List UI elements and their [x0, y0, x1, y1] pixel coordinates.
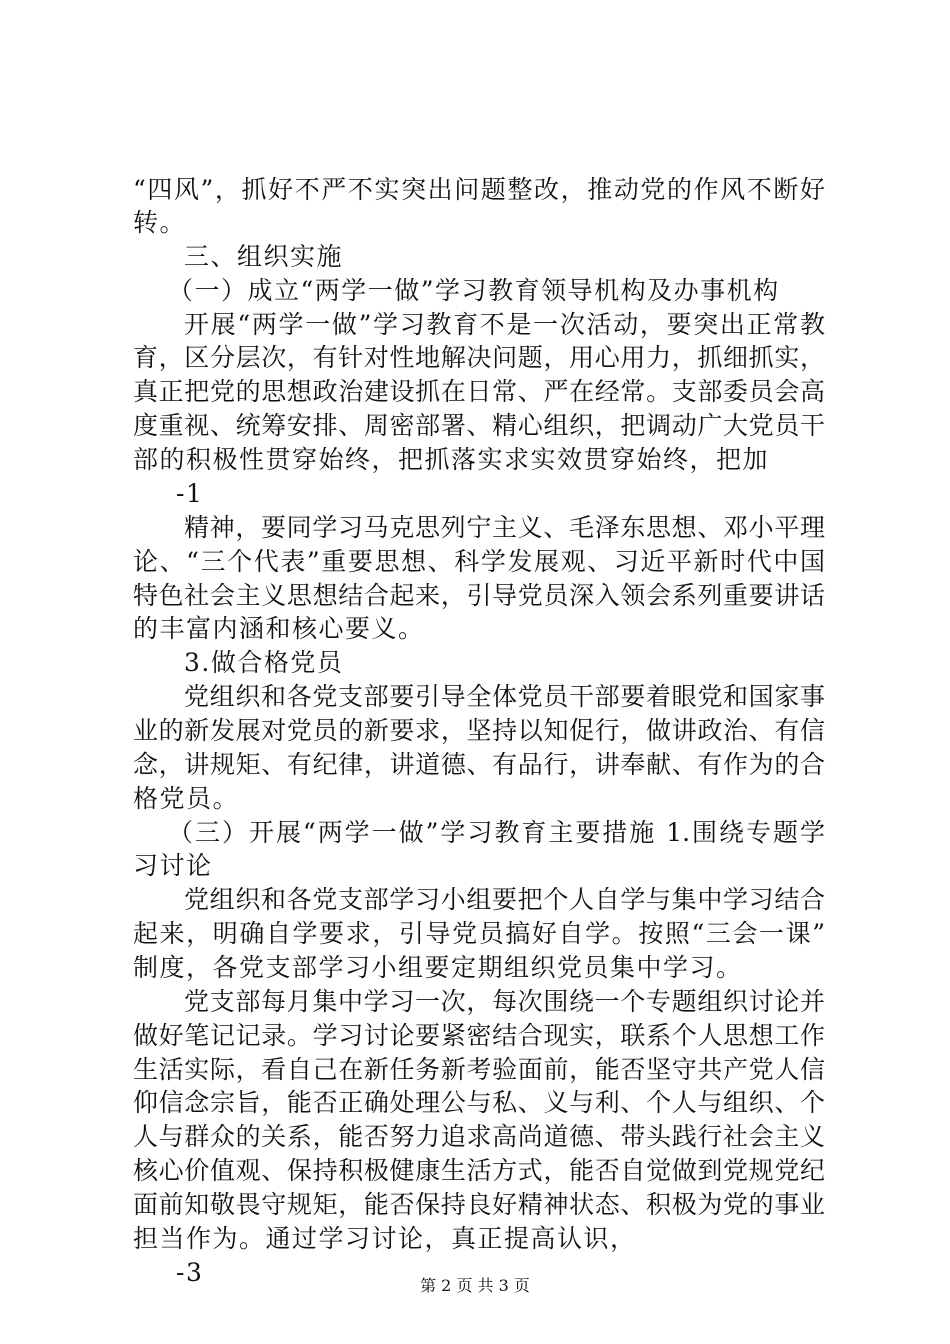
text-line-27: 生活实际，看自己在新任务新考验面前，能否坚守共产党人信 — [133, 1055, 825, 1084]
text-line-26: 做好笔记记录。学习讨论要紧密结合现实，联系个人思想工作 — [133, 1021, 825, 1050]
text-line-16: 党组织和各党支部要引导全体党员干部要着眼党和国家事 — [184, 682, 825, 711]
text-line-25: 党支部每月集中学习一次，每次围绕一个专题组织讨论并 — [184, 987, 825, 1016]
text-line-29: 人与群众的关系，能否努力追求高尚道德、带头践行社会主义 — [133, 1122, 825, 1151]
subsection-heading-3: （三）开展“两学一做”学习教育主要措施 1.围绕专题学 — [168, 818, 825, 847]
text-line-8: 度重视、统筹安排、周密部署、精心组织，把调动广大党员干 — [133, 411, 825, 440]
text-line-2: 转。 — [133, 208, 187, 237]
text-line-32: 担当作为。通过学习讨论，真正提高认识， — [133, 1224, 637, 1253]
item-heading-3: 3.做合格党员 — [184, 648, 344, 677]
text-line-14: 的丰富内涵和核心要义。 — [133, 614, 425, 643]
text-line-11: 精神，要同学习马克思列宁主义、毛泽东思想、邓小平理 — [184, 513, 825, 542]
text-line-5: 开展“两学一做”学习教育不是一次活动，要突出正常教 — [184, 310, 825, 339]
text-line-7: 真正把党的思想政治建设抓在日常、严在经常。支部委员会高 — [133, 377, 825, 406]
text-line-18: 念，讲规矩、有纪律，讲道德、有品行，讲奉献、有作为的合 — [133, 750, 825, 779]
text-line-9: 部的积极性贯穿始终，把抓落实求实效贯穿始终，把加 — [133, 445, 770, 474]
text-line-6: 育，区分层次，有针对性地解决问题，用心用力，抓细抓实， — [133, 343, 825, 372]
text-line-28: 仰信念宗旨，能否正确处理公与私、义与利、个人与组织、个 — [133, 1088, 825, 1117]
text-line-1: “四风”，抓好不严不实突出问题整改，推动党的作风不断好 — [133, 175, 825, 204]
text-line-12: 论、“三个代表”重要思想、科学发展观、习近平新时代中国 — [133, 547, 825, 576]
subsection-heading: （一）成立“两学一做”学习教育领导机构及办事机构 — [168, 276, 780, 305]
text-line-24: 制度，各党支部学习小组要定期组织党员集中学习。 — [133, 953, 743, 982]
section-heading: 三、组织实施 — [184, 242, 344, 271]
text-line-30: 核心价值观、保持积极健康生活方式，能否自觉做到党规党纪 — [133, 1156, 825, 1185]
page-marker-3: -3 — [176, 1258, 204, 1287]
text-line-31: 面前知敬畏守规矩，能否保持良好精神状态、积极为党的事业 — [133, 1190, 825, 1219]
text-line-21: 习讨论 — [133, 851, 213, 880]
page-footer: 第 2 页 共 3 页 — [420, 1276, 530, 1295]
text-line-13: 特色社会主义思想结合起来，引导党员深入领会系列重要讲话 — [133, 581, 825, 610]
text-line-22: 党组织和各党支部学习小组要把个人自学与集中学习结合 — [184, 885, 825, 914]
page-marker-1: -1 — [176, 479, 204, 508]
text-line-19: 格党员。 — [133, 784, 240, 813]
text-line-17: 业的新发展对党员的新要求，坚持以知促行，做讲政治、有信 — [133, 716, 825, 745]
text-line-23: 起来，明确自学要求，引导党员搞好自学。按照“三会一课” — [133, 919, 825, 948]
